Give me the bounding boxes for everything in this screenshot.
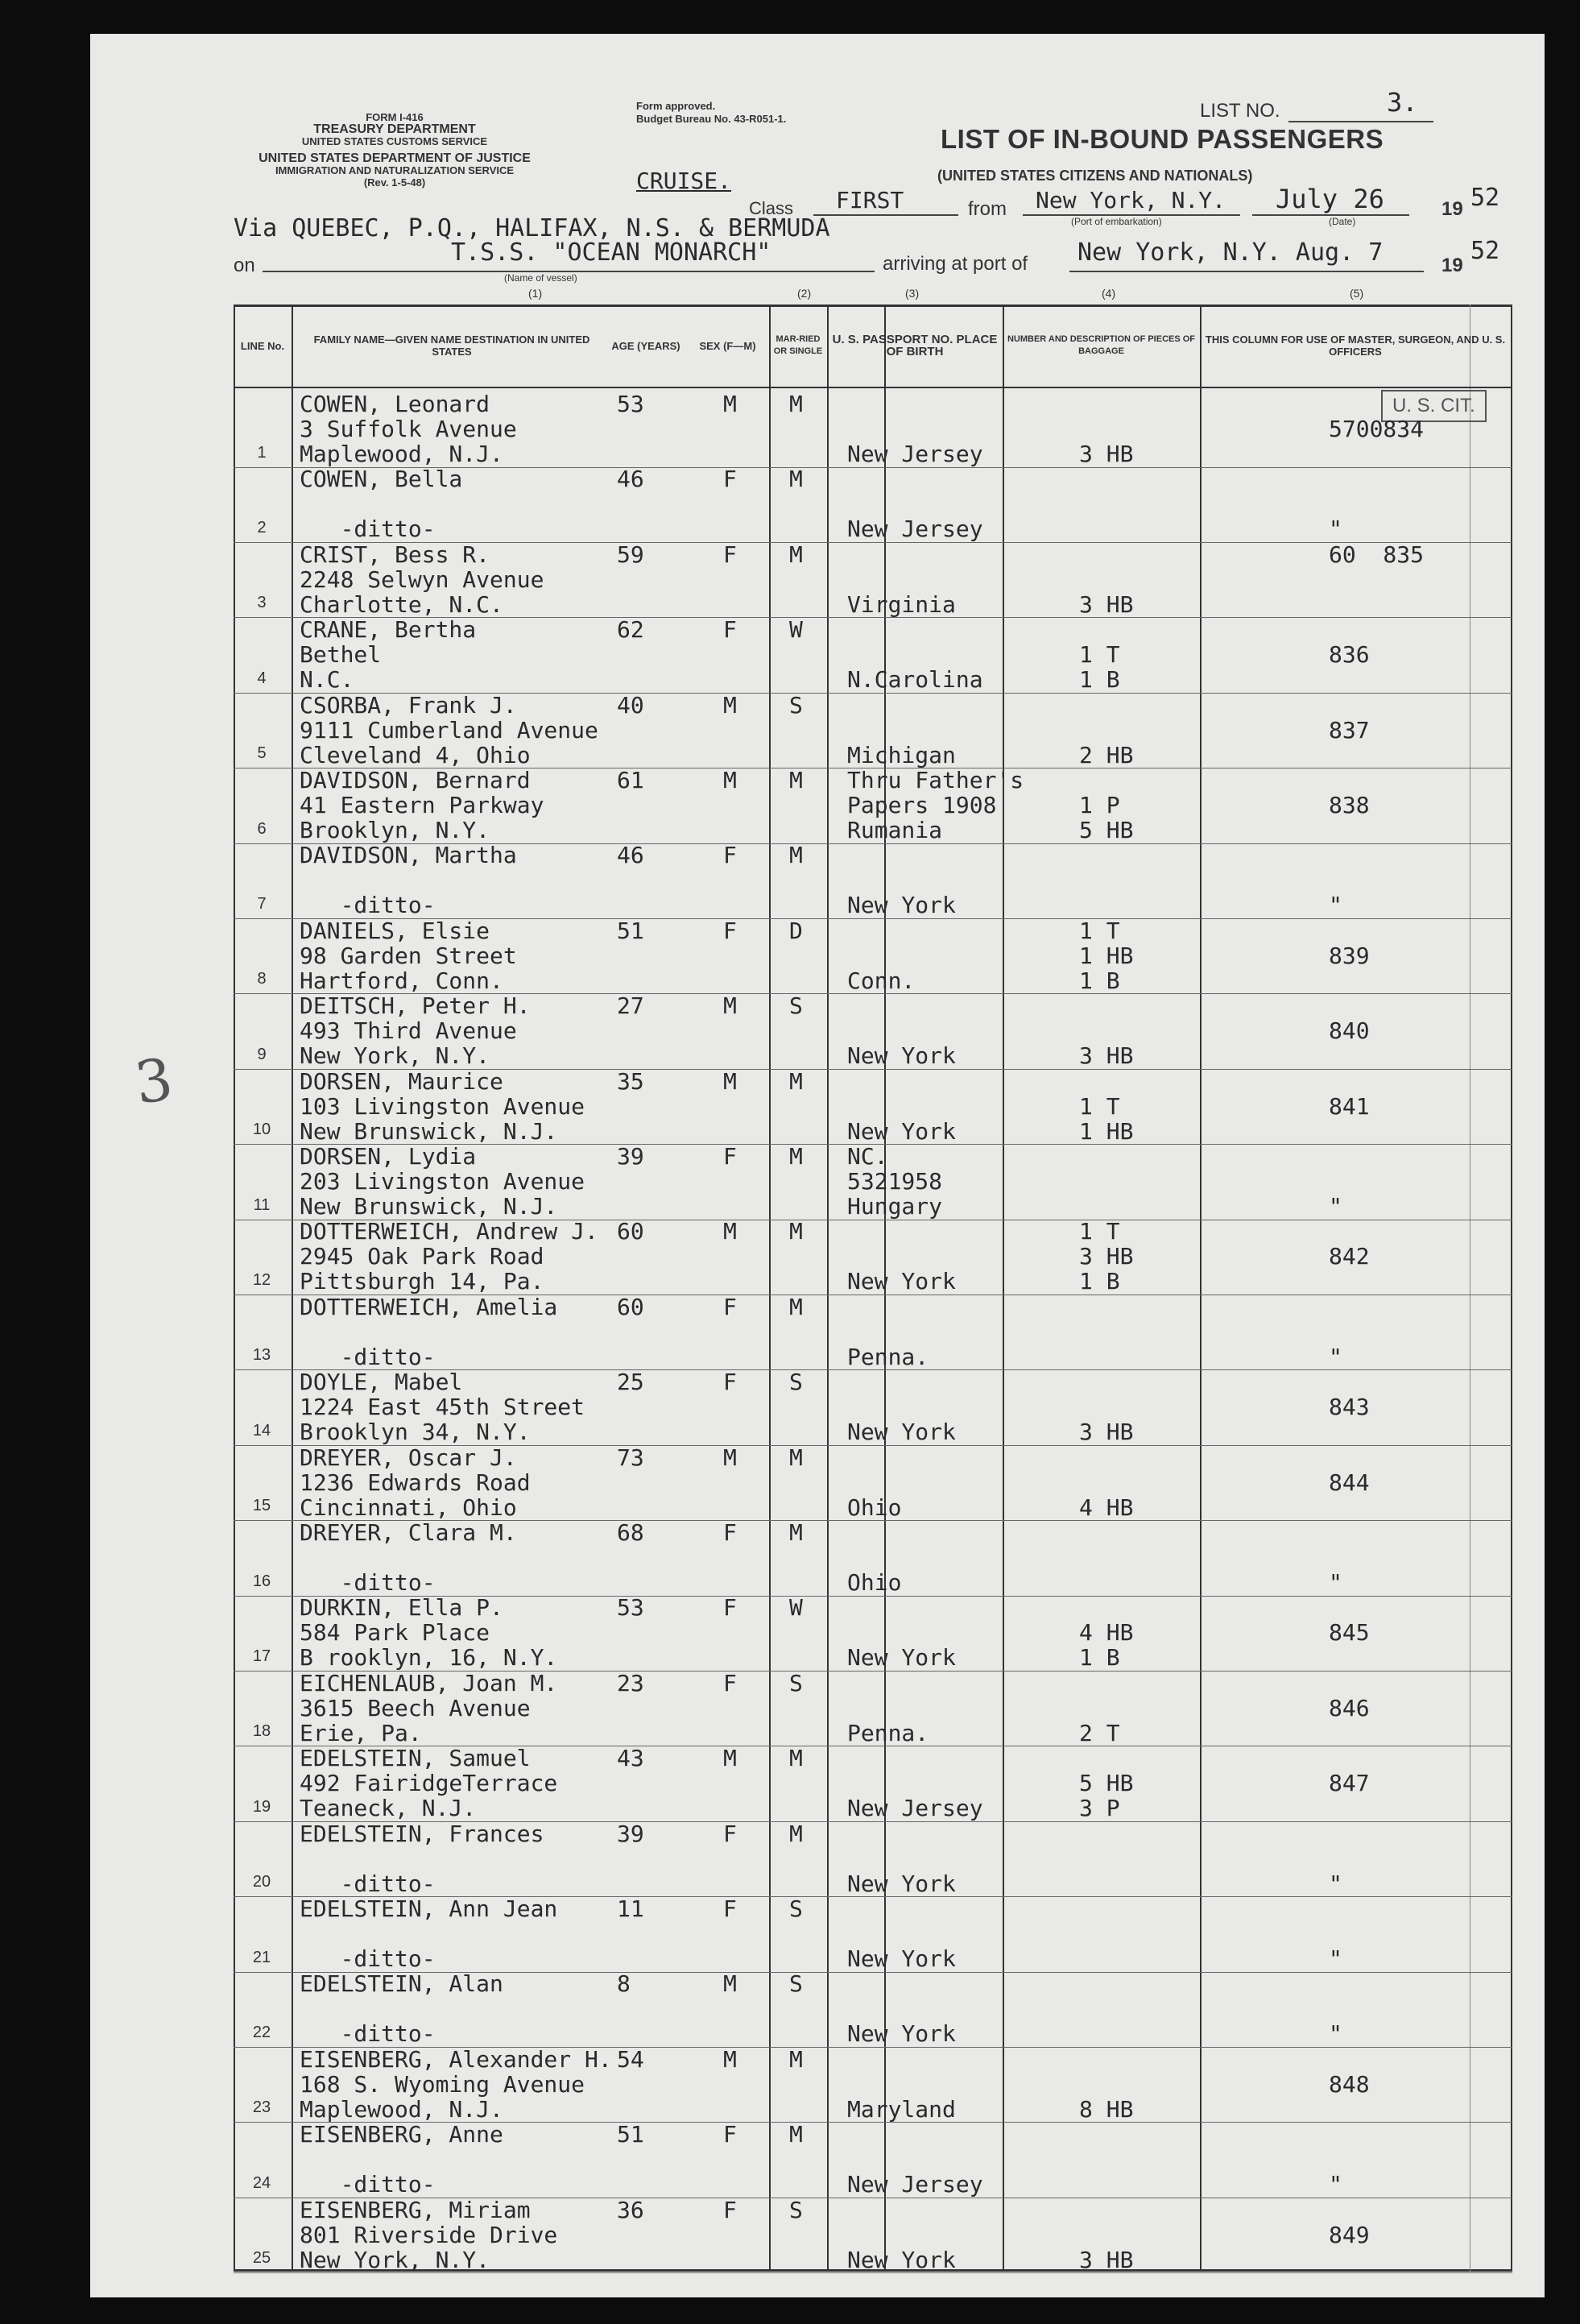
- line-number: 4: [257, 669, 267, 687]
- passenger-age: 43: [617, 1745, 644, 1772]
- passenger-age: 35: [617, 1067, 644, 1095]
- passenger-baggage: 3 HB: [1079, 1419, 1134, 1446]
- line-number: 12: [252, 1270, 271, 1289]
- line-number: 11: [253, 1195, 271, 1214]
- passenger-sex: F: [723, 1293, 737, 1320]
- passenger-baggage: 3 HB: [1079, 1042, 1134, 1070]
- passenger-age: 54: [617, 2045, 644, 2073]
- header-passport: U. S. PASSPORT NO. PLACE OF BIRTH: [832, 333, 998, 358]
- date-label: (Date): [1329, 216, 1356, 227]
- passenger-sex: F: [723, 466, 737, 493]
- on-label: on: [234, 255, 255, 276]
- passenger-marital-status: S: [789, 691, 803, 719]
- passenger-marital-status: S: [789, 1669, 803, 1696]
- passenger-birthplace: NC. 5321958 Hungary: [847, 1143, 943, 1220]
- form-approval: [636, 100, 786, 126]
- passenger-baggage: 3 HB: [1079, 441, 1134, 467]
- passenger-birthplace: Michigan: [847, 741, 956, 768]
- passenger-sex: F: [723, 842, 737, 869]
- officer-use: 848: [1329, 2070, 1370, 2098]
- passenger-marital-status: M: [789, 2045, 803, 2073]
- passenger-name-address: CRANE, Bertha Bethel N.C.: [300, 616, 477, 694]
- vessel-name: T.S.S. "OCEAN MONARCH": [451, 238, 771, 267]
- col-num-4: (4): [1102, 287, 1116, 300]
- line-number: 22: [252, 2023, 271, 2041]
- passenger-marital-status: M: [789, 2121, 803, 2148]
- line-number: 2: [257, 518, 267, 536]
- table-row: [234, 1445, 1512, 1522]
- passenger-name-address: DAVIDSON, Martha -ditto-: [300, 842, 517, 919]
- form-subtitle: (UNITED STATES CITIZENS AND NATIONALS): [937, 168, 1253, 184]
- passenger-baggage: 3 HB: [1079, 2246, 1134, 2273]
- passenger-birthplace: Thru Father's Papers 1908 Rumania: [847, 767, 1024, 843]
- arrival-port-date: New York, N.Y. Aug. 7: [1077, 238, 1384, 267]
- passenger-birthplace: New York: [847, 1042, 956, 1070]
- vessel-label: (Name of vessel): [504, 272, 577, 284]
- header-baggage: NUMBER AND DESCRIPTION OF PIECES OF BAGGAGE: [1007, 334, 1196, 356]
- passenger-age: 60: [617, 1293, 644, 1320]
- table-row: [234, 2122, 1512, 2198]
- passenger-baggage: 8 HB: [1079, 2095, 1134, 2123]
- passenger-birthplace: New York: [847, 1419, 956, 1446]
- from-value: New York, N.Y.: [1036, 187, 1226, 213]
- passenger-birthplace: Penna.: [847, 1719, 929, 1746]
- passenger-marital-status: S: [789, 1895, 803, 1922]
- officer-use: 841: [1329, 1092, 1370, 1120]
- passenger-birthplace: New York: [847, 1268, 956, 1295]
- col-num-2: (2): [797, 287, 812, 300]
- table-row: [234, 466, 1512, 543]
- passenger-marital-status: S: [789, 1970, 803, 1998]
- passenger-birthplace: Ohio: [847, 1569, 902, 1596]
- passenger-sex: M: [723, 767, 737, 793]
- year-value: 52: [1470, 184, 1500, 212]
- officer-use: ": [1329, 1870, 1342, 1897]
- passenger-baggage: 3 HB: [1079, 590, 1134, 618]
- passenger-table: [234, 304, 1512, 2272]
- approved-text: Form approved.: [636, 100, 716, 112]
- table-row: [234, 391, 1512, 468]
- passenger-baggage: 2 HB: [1079, 741, 1134, 768]
- passenger-age: 27: [617, 992, 644, 1020]
- passenger-birthplace: New York: [847, 2020, 956, 2048]
- passenger-age: 61: [617, 767, 644, 793]
- passenger-age: 46: [617, 466, 644, 493]
- passenger-name-address: EDELSTEIN, Frances -ditto-: [300, 1820, 544, 1897]
- table-row: [234, 1520, 1512, 1597]
- passenger-age: 40: [617, 691, 644, 719]
- officer-use: 849: [1329, 2221, 1370, 2248]
- table-row: [234, 1144, 1512, 1220]
- passenger-birthplace: New York: [847, 1945, 956, 1972]
- passenger-birthplace: Maryland: [847, 2095, 956, 2123]
- table-row: [234, 542, 1512, 619]
- col-num-5: (5): [1350, 287, 1364, 300]
- passenger-name-address: CSORBA, Frank J. 9111 Cumberland Avenue Cleveland 4, Ohio: [300, 691, 598, 768]
- line-number: 20: [252, 1873, 271, 1891]
- passenger-marital-status: M: [789, 767, 803, 793]
- header-married: MAR-RIED OR SINGLE: [773, 334, 823, 356]
- passenger-sex: F: [723, 541, 737, 568]
- justice-dept: UNITED STATES DEPARTMENT OF JUSTICE: [259, 151, 531, 165]
- officer-use: 836: [1329, 641, 1370, 669]
- officer-use: ": [1329, 1945, 1342, 1972]
- arrival-year-prefix: 19: [1441, 255, 1463, 276]
- passenger-baggage: 1 T 1 HB 1 B: [1079, 917, 1134, 994]
- passenger-sex: F: [723, 1669, 737, 1696]
- passenger-sex: F: [723, 2121, 737, 2148]
- passenger-birthplace: Virginia: [847, 590, 956, 618]
- date-value: July 26: [1276, 184, 1384, 214]
- passenger-marital-status: M: [789, 391, 803, 417]
- table-row: [234, 918, 1512, 995]
- us-citizen-stamp: U. S. CIT.: [1381, 390, 1487, 422]
- passenger-sex: F: [723, 2196, 737, 2223]
- table-row: [234, 693, 1512, 769]
- passenger-age: 11: [617, 1895, 644, 1922]
- handwritten-side-mark: 3: [130, 1045, 177, 1117]
- col-num-1: (1): [528, 287, 543, 300]
- passenger-age: 46: [617, 842, 644, 869]
- passenger-name-address: DANIELS, Elsie 98 Garden Street Hartford, Conn.: [300, 917, 517, 994]
- passenger-name-address: DOYLE, Mabel 1224 East 45th Street Brooklyn 34, N.Y.: [300, 1369, 585, 1446]
- passenger-age: 23: [617, 1669, 644, 1696]
- passenger-birthplace: New Jersey: [847, 2171, 983, 2198]
- list-no-value: 3.: [1387, 87, 1418, 118]
- passenger-age: 39: [617, 1820, 644, 1847]
- officer-use: 60 835: [1329, 541, 1425, 568]
- passenger-marital-status: M: [789, 1519, 803, 1546]
- officer-use: ": [1329, 1343, 1342, 1370]
- passenger-age: 53: [617, 391, 644, 417]
- officer-use: 845: [1329, 1619, 1370, 1647]
- passenger-marital-status: S: [789, 1369, 803, 1396]
- passenger-age: 73: [617, 1444, 644, 1471]
- passenger-sex: F: [723, 1519, 737, 1546]
- year-prefix: 19: [1441, 198, 1463, 220]
- line-number: 15: [252, 1497, 271, 1515]
- passenger-name-address: DREYER, Clara M. -ditto-: [300, 1519, 517, 1596]
- passenger-name-address: DAVIDSON, Bernard 41 Eastern Parkway Brooklyn, N.Y.: [300, 767, 544, 843]
- line-number: 9: [257, 1045, 267, 1063]
- line-number: 5: [257, 744, 267, 763]
- line-number: 6: [257, 819, 267, 838]
- table-row: [234, 1746, 1512, 1822]
- passenger-birthplace: New York: [847, 1870, 956, 1897]
- passenger-marital-status: M: [789, 1218, 803, 1245]
- passenger-sex: F: [723, 1820, 737, 1847]
- passenger-name-address: DOTTERWEICH, Andrew J. 2945 Oak Park Road Pittsburgh 14, Pa.: [300, 1218, 598, 1295]
- passenger-baggage: 1 T 1 B: [1079, 641, 1120, 694]
- from-label: from: [968, 198, 1007, 220]
- passenger-birthplace: New York: [847, 1644, 956, 1672]
- passenger-marital-status: M: [789, 1293, 803, 1320]
- passenger-sex: M: [723, 391, 737, 417]
- line-number: 10: [252, 1121, 271, 1139]
- passenger-marital-status: W: [789, 616, 803, 644]
- port-embark-label: (Port of embarkation): [1071, 216, 1162, 227]
- line-number: 19: [252, 1797, 271, 1816]
- table-row: [234, 1369, 1512, 1446]
- header-line-no: LINE No.: [240, 339, 285, 352]
- line-number: 25: [252, 2249, 271, 2268]
- passenger-name-address: EISENBERG, Miriam 801 Riverside Drive New York, N.Y.: [300, 2196, 558, 2273]
- passenger-age: 51: [617, 2121, 644, 2148]
- officer-use: ": [1329, 2171, 1342, 2198]
- passenger-marital-status: D: [789, 917, 803, 944]
- class-value: FIRST: [836, 187, 904, 213]
- table-row: [234, 1295, 1512, 1371]
- passenger-name-address: DORSEN, Lydia 203 Livingston Avenue New Brunswick, N.J.: [300, 1143, 585, 1220]
- passenger-birthplace: New Jersey: [847, 1795, 983, 1822]
- passenger-marital-status: M: [789, 466, 803, 493]
- passenger-baggage: 1 T 1 HB: [1079, 1092, 1134, 1145]
- budget-text: Budget Bureau No. 43-R051-1.: [636, 113, 787, 125]
- passenger-baggage: 4 HB: [1079, 1493, 1134, 1521]
- table-row: [234, 1971, 1512, 2048]
- passenger-age: 51: [617, 917, 644, 944]
- passenger-marital-status: M: [789, 1444, 803, 1471]
- passenger-sex: M: [723, 1444, 737, 1471]
- passenger-sex: M: [723, 1970, 737, 1998]
- passenger-birthplace: New Jersey: [847, 516, 983, 543]
- table-row: [234, 1671, 1512, 1747]
- header-sex: SEX (F—M): [699, 339, 756, 352]
- officer-use: ": [1329, 2020, 1342, 2048]
- officer-use: ": [1329, 1193, 1342, 1220]
- passenger-marital-status: M: [789, 541, 803, 568]
- officer-use: ": [1329, 516, 1342, 543]
- via-route: Via QUEBEC, P.Q., HALIFAX, N.S. & BERMUDA: [234, 214, 830, 242]
- passenger-name-address: COWEN, Bella -ditto-: [300, 466, 463, 543]
- officer-use: 839: [1329, 942, 1370, 969]
- treasury-dept: TREASURY DEPARTMENT: [313, 122, 476, 136]
- passenger-sex: M: [723, 1067, 737, 1095]
- line-number: 18: [252, 1722, 271, 1741]
- form-title: LIST OF IN-BOUND PASSENGERS: [941, 124, 1384, 154]
- revision: (Rev. 1-5-48): [363, 176, 426, 188]
- line-number: 8: [257, 970, 267, 988]
- passenger-birthplace: New York: [847, 1117, 956, 1145]
- passenger-birthplace: New York: [847, 892, 956, 919]
- passenger-name-address: DORSEN, Maurice 103 Livingston Avenue New Brunswick, N.J.: [300, 1067, 585, 1145]
- table-row: [234, 2047, 1512, 2123]
- passenger-sex: F: [723, 1143, 737, 1170]
- passenger-birthplace: New York: [847, 2246, 956, 2273]
- form-agency-block: [234, 111, 556, 188]
- line-number: 3: [257, 594, 267, 612]
- officer-use: 843: [1329, 1394, 1370, 1421]
- officer-use: 846: [1329, 1694, 1370, 1721]
- passenger-birthplace: Penna.: [847, 1343, 929, 1370]
- passenger-sex: M: [723, 2045, 737, 2073]
- passenger-sex: M: [723, 1745, 737, 1772]
- passenger-name-address: EDELSTEIN, Ann Jean -ditto-: [300, 1895, 558, 1972]
- passenger-sex: F: [723, 1895, 737, 1922]
- passenger-name-address: EDELSTEIN, Samuel 492 FairidgeTerrace Teaneck, N.J.: [300, 1745, 558, 1822]
- passenger-marital-status: S: [789, 2196, 803, 2223]
- passenger-sex: M: [723, 1218, 737, 1245]
- table-row: [234, 1821, 1512, 1898]
- passenger-name-address: DREYER, Oscar J. 1236 Edwards Road Cincinnati, Ohio: [300, 1444, 531, 1521]
- passenger-baggage: 1 P 5 HB: [1079, 792, 1134, 843]
- list-no-label: LIST NO.: [1200, 100, 1280, 122]
- passenger-sex: M: [723, 992, 737, 1020]
- passenger-name-address: EISENBERG, Anne -ditto-: [300, 2121, 503, 2198]
- header-age: AGE (YEARS): [611, 339, 680, 352]
- passenger-age: 36: [617, 2196, 644, 2223]
- passenger-age: 53: [617, 1594, 644, 1622]
- passenger-sex: F: [723, 1369, 737, 1396]
- passenger-name-address: DEITSCH, Peter H. 493 Third Avenue New York, N.Y.: [300, 992, 531, 1070]
- table-row: [234, 768, 1512, 844]
- passenger-marital-status: M: [789, 1745, 803, 1772]
- table-row: [234, 1069, 1512, 1145]
- passenger-marital-status: M: [789, 1820, 803, 1847]
- passenger-marital-status: S: [789, 992, 803, 1020]
- table-row: [234, 1896, 1512, 1973]
- line-number: 16: [252, 1572, 271, 1590]
- passenger-baggage: 4 HB 1 B: [1079, 1619, 1134, 1672]
- passenger-name-address: CRIST, Bess R. 2248 Selwyn Avenue Charlotte, N.C.: [300, 541, 544, 618]
- passenger-name-address: DURKIN, Ella P. 584 Park Place B rooklyn, 16, N.Y.: [300, 1594, 558, 1672]
- table-row: [234, 993, 1512, 1070]
- passenger-name-address: EDELSTEIN, Alan -ditto-: [300, 1970, 503, 2048]
- cruise-label: CRUISE.: [636, 168, 732, 194]
- line-number: 17: [252, 1647, 271, 1665]
- ins-service: IMMIGRATION AND NATURALIZATION SERVICE: [275, 164, 515, 176]
- passenger-marital-status: W: [789, 1594, 803, 1622]
- passenger-age: 68: [617, 1519, 644, 1546]
- table-row: [234, 1219, 1512, 1295]
- passenger-marital-status: M: [789, 842, 803, 869]
- arriving-label: arriving at port of: [883, 253, 1028, 275]
- passenger-birthplace: Conn.: [847, 967, 916, 994]
- passenger-age: 39: [617, 1143, 644, 1170]
- line-number: 14: [252, 1421, 271, 1440]
- line-number: 13: [252, 1346, 271, 1365]
- passenger-marital-status: M: [789, 1067, 803, 1095]
- line-number: 1: [257, 443, 267, 462]
- passenger-birthplace: New Jersey: [847, 441, 983, 467]
- passenger-age: 8: [617, 1970, 631, 1998]
- passenger-baggage: 2 T: [1079, 1719, 1120, 1746]
- officer-use: 837: [1329, 716, 1370, 744]
- line-number: 23: [252, 2098, 271, 2117]
- officer-use: 844: [1329, 1469, 1370, 1496]
- passenger-baggage: 1 T 3 HB 1 B: [1079, 1218, 1134, 1295]
- officer-use: ": [1329, 892, 1342, 919]
- passenger-sex: F: [723, 917, 737, 944]
- table-row: [234, 1595, 1512, 1672]
- line-number: 24: [252, 2173, 271, 2192]
- passenger-birthplace: N.Carolina: [847, 666, 983, 694]
- passenger-sex: M: [723, 691, 737, 719]
- header-officers: THIS COLUMN FOR USE OF MASTER, SURGEON, AND U. S. OFFICERS: [1205, 333, 1506, 358]
- officer-use: 5700834: [1329, 416, 1425, 442]
- passenger-birthplace: Ohio: [847, 1493, 902, 1521]
- table-row: [234, 617, 1512, 694]
- line-number: 7: [257, 894, 267, 913]
- class-label: Class: [749, 198, 794, 218]
- customs-service: UNITED STATES CUSTOMS SERVICE: [301, 135, 488, 147]
- passenger-name-address: EISENBERG, Alexander H. 168 S. Wyoming Avenue Maplewood, N.J.: [300, 2045, 612, 2123]
- passenger-sex: F: [723, 1594, 737, 1622]
- officer-use: 840: [1329, 1017, 1370, 1045]
- passenger-age: 59: [617, 541, 644, 568]
- passenger-age: 62: [617, 616, 644, 644]
- form-number: FORM I-416: [366, 111, 424, 123]
- table-row: [234, 2198, 1512, 2274]
- col-num-3: (3): [905, 287, 920, 300]
- passenger-age: 60: [617, 1218, 644, 1245]
- passenger-name-address: DOTTERWEICH, Amelia -ditto-: [300, 1293, 558, 1370]
- officer-use: ": [1329, 1569, 1342, 1596]
- line-number: 21: [252, 1948, 271, 1966]
- table-row: [234, 843, 1512, 919]
- passenger-baggage: 5 HB 3 P: [1079, 1770, 1134, 1822]
- passenger-sex: F: [723, 616, 737, 644]
- header-name: FAMILY NAME—GIVEN NAME DESTINATION IN UNITED STATES: [313, 333, 590, 358]
- arrival-year: 52: [1470, 237, 1500, 265]
- passenger-name-address: COWEN, Leonard 3 Suffolk Avenue Maplewood, N.J.: [300, 391, 517, 467]
- passenger-age: 25: [617, 1369, 644, 1396]
- passenger-name-address: EICHENLAUB, Joan M. 3615 Beech Avenue Erie, Pa.: [300, 1669, 558, 1746]
- officer-use: 847: [1329, 1770, 1370, 1797]
- officer-use: 838: [1329, 792, 1370, 818]
- passenger-marital-status: M: [789, 1143, 803, 1170]
- officer-use: 842: [1329, 1243, 1370, 1270]
